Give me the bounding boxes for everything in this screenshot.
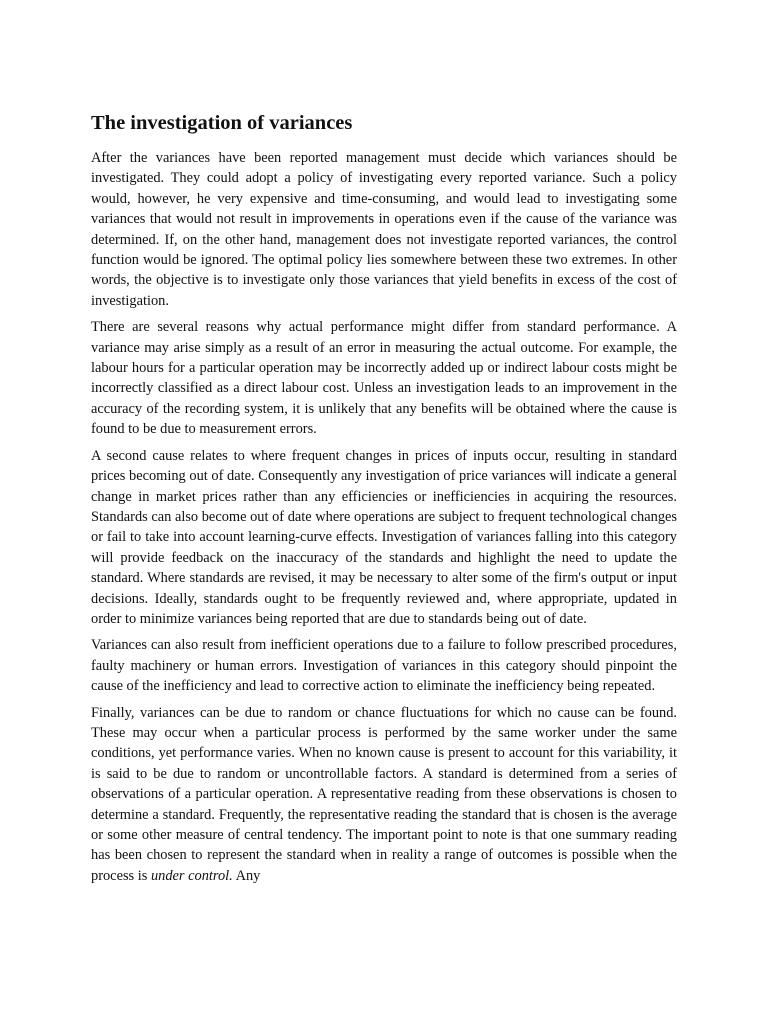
paragraph-5-text: Finally, variances can be due to random or chance fluctuations for which no cause can be found. These may occur when a particular process is performed by the same worker under the same conditions, yet performance varies. When no known cause is present to account for this variability, it is said to be due to random or uncontrollable factors. A standard is determined from a series of observations of a particular operation. A representative reading from these observations is chosen to determine a standard. Frequently, the representative reading the standard that is chosen is the average or some other measure of central tendency. The important point to note is that one summary reading has been chosen to represent the standard when in reality a range of outcomes is possible when the process is [91,704,677,884]
emphasis-under-control: under control. [150,867,233,884]
page-title: The investigation of variances [91,112,353,134]
document-body [91,111,677,892]
paragraph-5 [91,703,677,887]
paragraph-2: There are several reasons why actual performance might differ from standard performance. A variance may arise simply as a result of an error in measuring the actual outcome. For example, the labour hours for a particular operation may be incorrectly added up or indirect labour costs might be incorrectly classified as a direct labour cost. Unless an investigation leads to an improvement in the accuracy of the recording system, it is unlikely that any benefits will be obtained where the cause is found to be due to measurement errors. [91,319,677,438]
paragraph-4: Variances can also result from inefficient operations due to a failure to follow prescribed procedures, faulty machinery or human errors. Investigation of variances in this category should pinpoint the cause of the inefficiency and lead to corrective action to eliminate the inefficiency being repeated. [91,637,677,695]
paragraph-3: A second cause relates to where frequent changes in prices of inputs occur, resulting in standard prices becoming out of date. Consequently any investigation of price variances will indicate a general change in market prices rather than any efficiencies or inefficiencies in acquiring the resources. Standards can also become out of date where operations are subject to frequent technological changes or fail to take into account learning-curve effects. Investigation of variances falling into this category will provide feedback on the inaccuracy of the standards and highlight the need to update the standard. Where standards are revised, it may be necessary to alter some of the firm's output or input decisions. Ideally, standards ought to be frequently reviewed and, where appropriate, updated in order to minimize variances being reported that are due to standards being out of date. [91,447,677,627]
paragraph-1: After the variances have been reported management must decide which variances should be investigated. They could adopt a policy of investigating every reported variance. Such a policy would, however, he very expensive and time-consuming, and would lead to investigating some variances that would not result in improvements in operations even if the cause of the variance was determined. If, on the other hand, management does not investigate reported variances, the control function would be ignored. The optimal policy lies somewhere between these two extremes. In other words, the objective is to investigate only those variances that yield benefits in excess of the cost of investigation. [91,150,677,309]
paragraph-5-continuation: Any [232,867,261,884]
